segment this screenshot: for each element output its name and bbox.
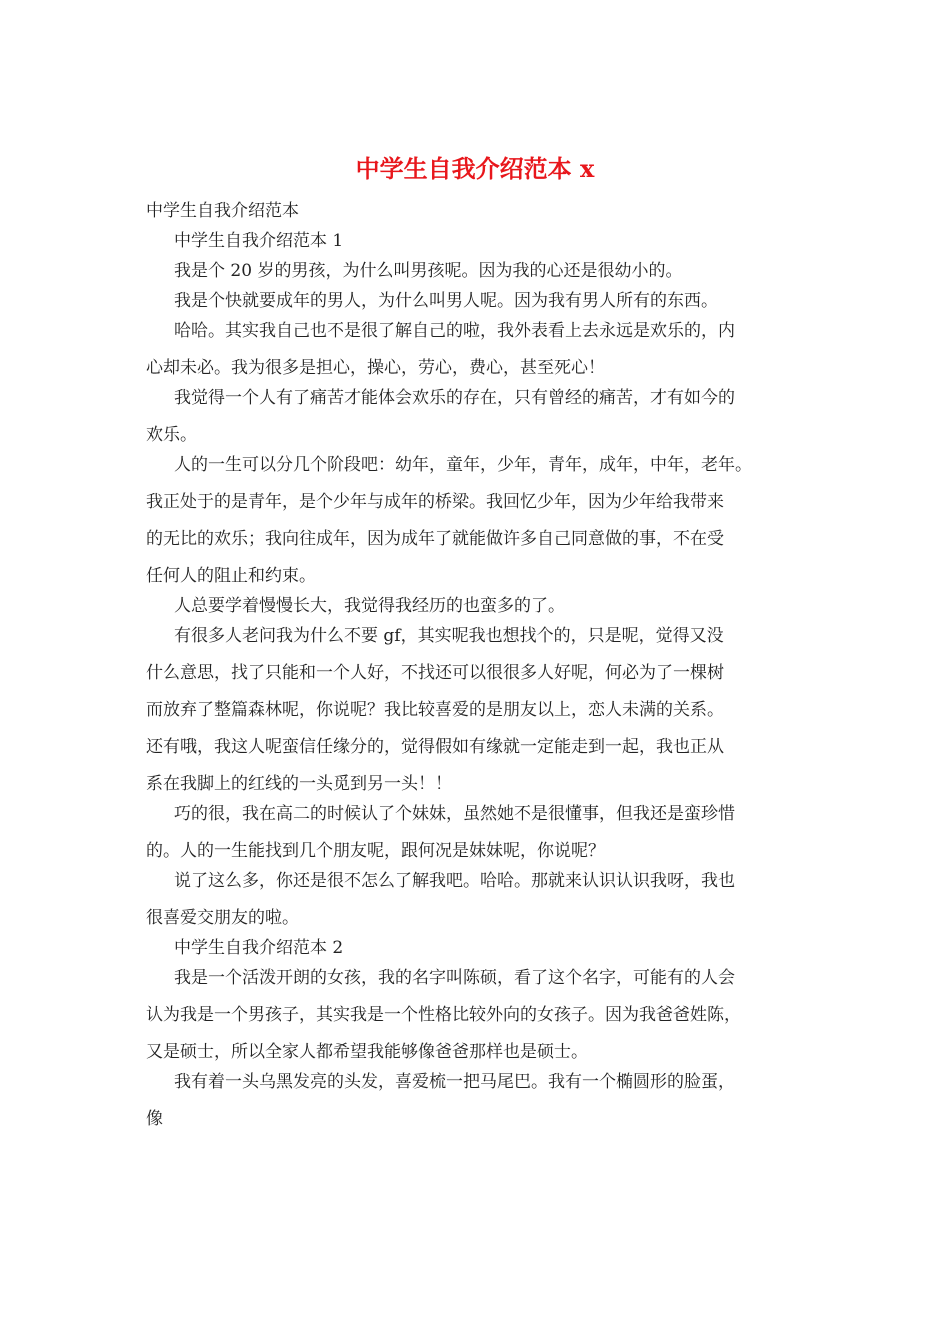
text-line: 欢乐。: [146, 425, 197, 445]
text-line: 人的一生可以分几个阶段吧：幼年，童年，少年，青年，成年，中年，老年。: [174, 455, 752, 475]
text-line: 我是个快就要成年的男人，为什么叫男人呢。因为我有男人所有的东西。: [174, 291, 718, 311]
text-line: 像: [146, 1109, 163, 1129]
text-line: 认为我是一个男孩子，其实我是一个性格比较外向的女孩子。因为我爸爸姓陈，: [146, 1005, 741, 1025]
text-line: 有很多人老问我为什么不要 gf，其实呢我也想找个的，只是呢，觉得又没: [174, 626, 724, 646]
text-line: 而放弃了整篇森林呢，你说呢？我比较喜爱的是朋友以上，恋人未满的关系。: [146, 700, 724, 720]
text-line: 什么意思，找了只能和一个人好，不找还可以很很多人好呢，何必为了一棵树: [146, 663, 724, 683]
text-line: 中学生自我介绍范本 2: [174, 938, 344, 958]
text-line: 中学生自我介绍范本 1: [174, 231, 344, 251]
document-title: 中学生自我介绍范本 x: [355, 154, 595, 183]
text-line: 我是一个活泼开朗的女孩，我的名字叫陈硕，看了这个名字，可能有的人会: [174, 968, 735, 988]
document-body: [146, 196, 816, 1134]
text-line: 我有着一头乌黑发亮的头发，喜爱梳一把马尾巴。我有一个椭圆形的脸蛋，: [174, 1072, 735, 1092]
text-line: 哈哈。其实我自己也不是很了解自己的啦，我外表看上去永远是欢乐的，内: [174, 321, 735, 341]
text-line: 很喜爱交朋友的啦。: [146, 908, 299, 928]
text-line: 说了这么多，你还是很不怎么了解我吧。哈哈。那就来认识认识我呀，我也: [174, 871, 735, 891]
text-line: 中学生自我介绍范本: [146, 201, 299, 221]
text-line: 还有哦，我这人呢蛮信任缘分的，觉得假如有缘就一定能走到一起，我也正从: [146, 737, 724, 757]
text-line: 心却未必。我为很多是担心，操心，劳心，费心，甚至死心！: [146, 358, 605, 378]
text-line: 人总要学着慢慢长大，我觉得我经历的也蛮多的了。: [174, 596, 565, 616]
text-line: 的。人的一生能找到几个朋友呢，跟何况是妹妹呢，你说呢？: [146, 841, 605, 861]
text-line: 我是个 20 岁的男孩，为什么叫男孩呢。因为我的心还是很幼小的。: [174, 261, 683, 281]
text-line: 系在我脚上的红线的一头觅到另一头！！: [146, 774, 452, 794]
text-line: 我觉得一个人有了痛苦才能体会欢乐的存在，只有曾经的痛苦，才有如今的: [174, 388, 735, 408]
text-line: 任何人的阻止和约束。: [146, 566, 316, 586]
text-line: 的无比的欢乐；我向往成年，因为成年了就能做许多自己同意做的事，不在受: [146, 529, 724, 549]
text-line: 巧的很，我在高二的时候认了个妹妹，虽然她不是很懂事，但我还是蛮珍惜: [174, 804, 735, 824]
text-line: 又是硕士，所以全家人都希望我能够像爸爸那样也是硕士。: [146, 1042, 588, 1062]
text-line: 我正处于的是青年，是个少年与成年的桥梁。我回忆少年，因为少年给我带来: [146, 492, 724, 512]
